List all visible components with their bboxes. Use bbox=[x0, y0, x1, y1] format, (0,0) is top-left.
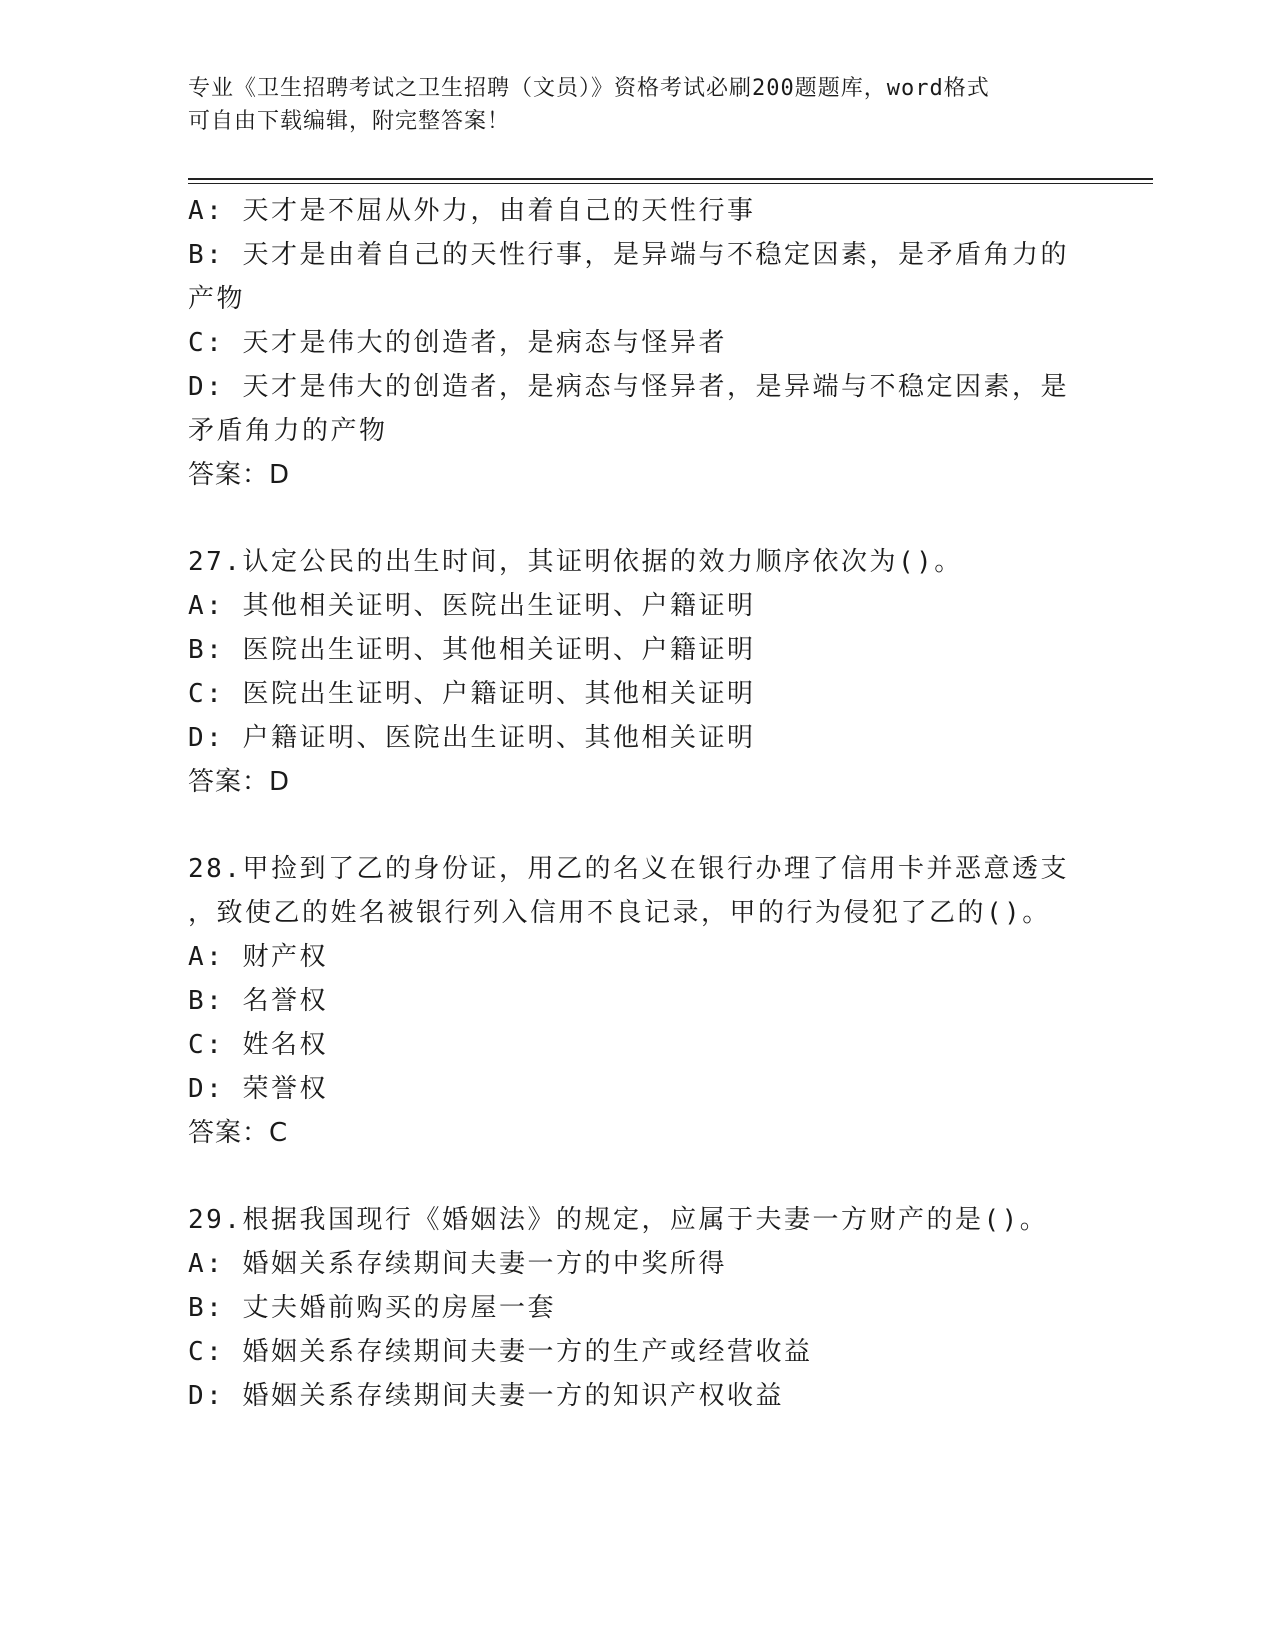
document-header bbox=[188, 72, 1088, 138]
q29-question: 29.根据我国现行《婚姻法》的规定，应属于夫妻一方财产的是()。 bbox=[188, 1205, 1049, 1235]
q28-option-d: D: 荣誉权 bbox=[188, 1074, 328, 1104]
header-divider-thick bbox=[188, 178, 1153, 180]
q28-answer: 答案：C bbox=[188, 1118, 289, 1148]
q27-option-b: B: 医院出生证明、其他相关证明、户籍证明 bbox=[188, 635, 756, 665]
q26-option-d: D: 天才是伟大的创造者，是病态与怪异者，是异端与不稳定因素，是 bbox=[188, 372, 1069, 402]
q26-answer: 答案：D bbox=[188, 460, 291, 490]
q29-option-b: B: 丈夫婚前购买的房屋一套 bbox=[188, 1293, 556, 1323]
q27-answer: 答案：D bbox=[188, 767, 291, 797]
header-line-1: 专业《卫生招聘考试之卫生招聘（文员）》资格考试必刷200题题库，word格式 bbox=[188, 76, 990, 101]
q27-option-c: C: 医院出生证明、户籍证明、其他相关证明 bbox=[188, 679, 756, 709]
q29-option-a: A: 婚姻关系存续期间夫妻一方的中奖所得 bbox=[188, 1249, 727, 1279]
q27-question: 27.认定公民的出生时间，其证明依据的效力顺序依次为()。 bbox=[188, 547, 963, 577]
q28-question-line-2: ，致使乙的姓名被银行列入信用不良记录，甲的行为侵犯了乙的()。 bbox=[188, 898, 1051, 928]
q27-option-d: D: 户籍证明、医院出生证明、其他相关证明 bbox=[188, 723, 756, 753]
q28-option-c: C: 姓名权 bbox=[188, 1030, 328, 1060]
q26-option-b-cont: 产物 bbox=[188, 284, 246, 314]
q27-option-a: A: 其他相关证明、医院出生证明、户籍证明 bbox=[188, 591, 756, 621]
q29-option-d: D: 婚姻关系存续期间夫妻一方的知识产权收益 bbox=[188, 1381, 784, 1411]
q28-option-a: A: 财产权 bbox=[188, 942, 328, 972]
q26-option-a: A: 天才是不屈从外力，由着自己的天性行事 bbox=[188, 196, 756, 226]
q26-option-c: C: 天才是伟大的创造者，是病态与怪异者 bbox=[188, 328, 727, 358]
q28-option-b: B: 名誉权 bbox=[188, 986, 328, 1016]
q26-option-d-cont: 矛盾角力的产物 bbox=[188, 416, 388, 446]
q28-question-line-1: 28.甲捡到了乙的身份证，用乙的名义在银行办理了信用卡并恶意透支 bbox=[188, 854, 1069, 884]
q29-option-c: C: 婚姻关系存续期间夫妻一方的生产或经营收益 bbox=[188, 1337, 813, 1367]
q26-option-b: B: 天才是由着自己的天性行事，是异端与不稳定因素，是矛盾角力的 bbox=[188, 240, 1069, 270]
header-divider-thin bbox=[188, 183, 1153, 184]
header-line-2: 可自由下载编辑，附完整答案！ bbox=[188, 109, 511, 134]
